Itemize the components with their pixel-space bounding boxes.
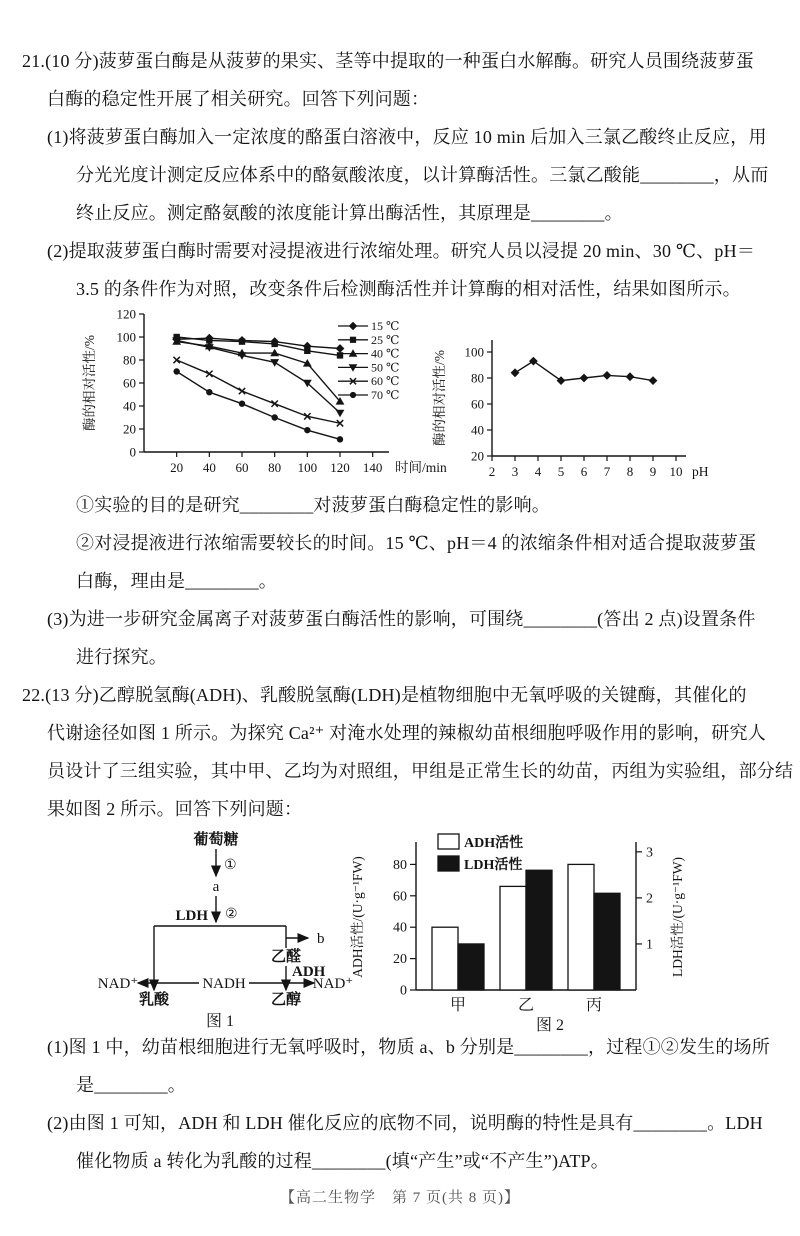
svg-text:丙: 丙 bbox=[585, 997, 603, 1014]
svg-text:140: 140 bbox=[362, 460, 383, 475]
text-line: 果如图 2 所示。回答下列问题： bbox=[47, 799, 303, 819]
svg-text:酶的相对活性/%: 酶的相对活性/% bbox=[82, 335, 97, 431]
svg-text:15 ℃: 15 ℃ bbox=[371, 319, 400, 333]
svg-text:100: 100 bbox=[464, 344, 484, 360]
substance-b-label: b bbox=[317, 931, 325, 947]
svg-text:6: 6 bbox=[580, 464, 588, 479]
text-line: 终止反应。测定酪氨酸的浓度能计算出酶活性，其原理是________。 bbox=[76, 203, 623, 223]
nad-left-label: NAD⁺ bbox=[97, 976, 139, 992]
svg-text:4: 4 bbox=[534, 464, 542, 479]
svg-text:60 ℃: 60 ℃ bbox=[371, 374, 400, 389]
svg-text:酶的相对活性/%: 酶的相对活性/% bbox=[432, 350, 447, 446]
text-line: ②对浸提液进行浓缩需要较长的时间。15 ℃、pH＝4 的浓缩条件相对适合提取菠萝蛋 bbox=[76, 533, 757, 553]
exam-body bbox=[0, 42, 800, 1180]
svg-text:5: 5 bbox=[557, 464, 565, 479]
svg-text:时间/min: 时间/min bbox=[395, 460, 447, 475]
svg-text:8: 8 bbox=[626, 464, 634, 479]
svg-text:60: 60 bbox=[393, 889, 407, 905]
svg-text:3: 3 bbox=[646, 845, 653, 861]
svg-text:9: 9 bbox=[649, 464, 657, 479]
text-line: (1)图 1 中，幼苗根细胞进行无氧呼吸时，物质 a、b 分别是________，过程①②发生的场所 bbox=[47, 1037, 770, 1057]
svg-text:甲: 甲 bbox=[449, 997, 467, 1014]
figure2-caption: 图 2 bbox=[535, 1017, 564, 1034]
svg-text:7: 7 bbox=[603, 464, 611, 479]
svg-text:80: 80 bbox=[471, 370, 484, 386]
adh-label: ADH bbox=[292, 964, 326, 980]
lactate-label: 乳酸 bbox=[138, 992, 170, 1008]
text-line: 分光光度计测定反应体系中的酪氨酸浓度，以计算酶活性。三氯乙酸能________，从而 bbox=[76, 165, 769, 185]
ethanol-label: 乙醇 bbox=[270, 992, 302, 1008]
svg-text:乙: 乙 bbox=[517, 997, 535, 1014]
svg-text:80: 80 bbox=[268, 460, 282, 475]
svg-text:2: 2 bbox=[488, 464, 496, 479]
svg-text:20: 20 bbox=[393, 952, 407, 968]
svg-text:40: 40 bbox=[123, 398, 136, 414]
svg-text:20: 20 bbox=[170, 460, 184, 475]
svg-text:120: 120 bbox=[116, 306, 136, 322]
svg-text:60: 60 bbox=[471, 396, 484, 412]
svg-text:80: 80 bbox=[393, 857, 407, 873]
text-line: 是________。 bbox=[76, 1075, 186, 1095]
svg-text:50 ℃: 50 ℃ bbox=[371, 360, 400, 375]
text-line: ①实验的目的是研究________对菠萝蛋白酶稳定性的影响。 bbox=[76, 495, 550, 515]
nad-right-label: NAD⁺ bbox=[312, 976, 354, 992]
svg-text:25 ℃: 25 ℃ bbox=[371, 332, 400, 347]
text-line: 催化物质 a 转化为乳酸的过程________(填“产生”或“不产生”)ATP。 bbox=[76, 1151, 609, 1171]
svg-text:pH: pH bbox=[692, 464, 709, 479]
svg-text:60: 60 bbox=[123, 375, 136, 391]
svg-text:100: 100 bbox=[297, 460, 318, 475]
svg-text:10: 10 bbox=[669, 464, 683, 479]
substance-a-label: a bbox=[212, 879, 220, 895]
text-line: 3.5 的条件作为对照，改变条件后检测酶活性并计算酶的相对活性，结果如图所示。 bbox=[76, 279, 741, 299]
svg-text:20: 20 bbox=[123, 421, 136, 437]
svg-text:ADH活性: ADH活性 bbox=[464, 836, 524, 851]
ph-line-chart bbox=[428, 310, 718, 482]
svg-text:40: 40 bbox=[471, 422, 484, 438]
text-line: 21.(10 分)菠萝蛋白酶是从菠萝的果实、茎等中提取的一种蛋白水解酶。研究人员围绕菠萝蛋 bbox=[22, 51, 754, 71]
text-line: (2)提取菠萝蛋白酶时需要对浸提液进行浓缩处理。研究人员以浸提 20 min、30 ℃、pH＝ bbox=[47, 241, 756, 261]
enzyme-activity-bar-chart bbox=[346, 828, 696, 1028]
svg-text:20: 20 bbox=[471, 448, 484, 464]
svg-text:ADH活性/(U·g⁻¹FW): ADH活性/(U·g⁻¹FW) bbox=[350, 856, 365, 978]
svg-text:0: 0 bbox=[400, 983, 407, 999]
figure-row-q21 bbox=[0, 308, 800, 486]
svg-text:1: 1 bbox=[646, 937, 653, 953]
svg-text:3: 3 bbox=[511, 464, 519, 479]
step2-label: ② bbox=[225, 907, 238, 922]
svg-text:100: 100 bbox=[116, 329, 136, 345]
svg-text:2: 2 bbox=[646, 891, 653, 907]
step1-label: ① bbox=[224, 858, 237, 873]
text-line: 22.(13 分)乙醇脱氢酶(ADH)、乳酸脱氢酶(LDH)是植物细胞中无氧呼吸的关键酶，其催化的 bbox=[22, 685, 747, 705]
svg-text:LDH活性/(U·g⁻¹FW): LDH活性/(U·g⁻¹FW) bbox=[670, 857, 685, 977]
svg-text:LDH活性: LDH活性 bbox=[464, 858, 523, 873]
text-line: (2)由图 1 可知，ADH 和 LDH 催化反应的底物不同，说明酶的特性是具有________。LDH bbox=[47, 1113, 763, 1133]
text-line: 白酶，理由是________。 bbox=[76, 571, 277, 591]
svg-text:70 ℃: 70 ℃ bbox=[371, 388, 400, 402]
nadh-label: NADH bbox=[202, 976, 246, 992]
text-line: 代谢途径如图 1 所示。为探究 Ca²⁺ 对淹水处理的辣椒幼苗根细胞呼吸作用的影响，研究人 bbox=[47, 723, 766, 743]
svg-text:40 ℃: 40 ℃ bbox=[371, 346, 400, 361]
text-line: 员设计了三组实验，其中甲、乙均为对照组，甲组是正常生长的幼苗，丙组为实验组，部分结 bbox=[47, 761, 794, 781]
svg-text:40: 40 bbox=[393, 920, 407, 936]
ldh-label: LDH bbox=[175, 908, 208, 924]
svg-text:80: 80 bbox=[123, 352, 136, 368]
temperature-time-line-chart bbox=[80, 306, 448, 482]
figure1-caption: 图 1 bbox=[205, 1013, 234, 1030]
svg-text:120: 120 bbox=[330, 460, 350, 475]
text-line: (3)为进一步研究金属离子对菠萝蛋白酶活性的影响，可围绕________(答出 2 点)设置条件 bbox=[47, 609, 756, 629]
svg-text:40: 40 bbox=[202, 460, 216, 475]
figure-row-q22 bbox=[0, 828, 800, 1034]
text-line: 进行探究。 bbox=[76, 647, 167, 667]
glucose-label: 葡萄糖 bbox=[193, 832, 239, 848]
metabolic-pathway-diagram bbox=[97, 830, 354, 1008]
text-line: (1)将菠萝蛋白酶加入一定浓度的酪蛋白溶液中，反应 10 min 后加入三氯乙酸终止反应，用 bbox=[47, 127, 767, 147]
svg-text:60: 60 bbox=[235, 460, 249, 475]
page-footer: 【高二生物学 第 7 页(共 8 页)】 bbox=[280, 1190, 520, 1206]
svg-text:0: 0 bbox=[129, 444, 136, 460]
text-line: 白酶的稳定性开展了相关研究。回答下列问题： bbox=[47, 89, 430, 109]
acetaldehyde-label: 乙醛 bbox=[270, 949, 302, 965]
